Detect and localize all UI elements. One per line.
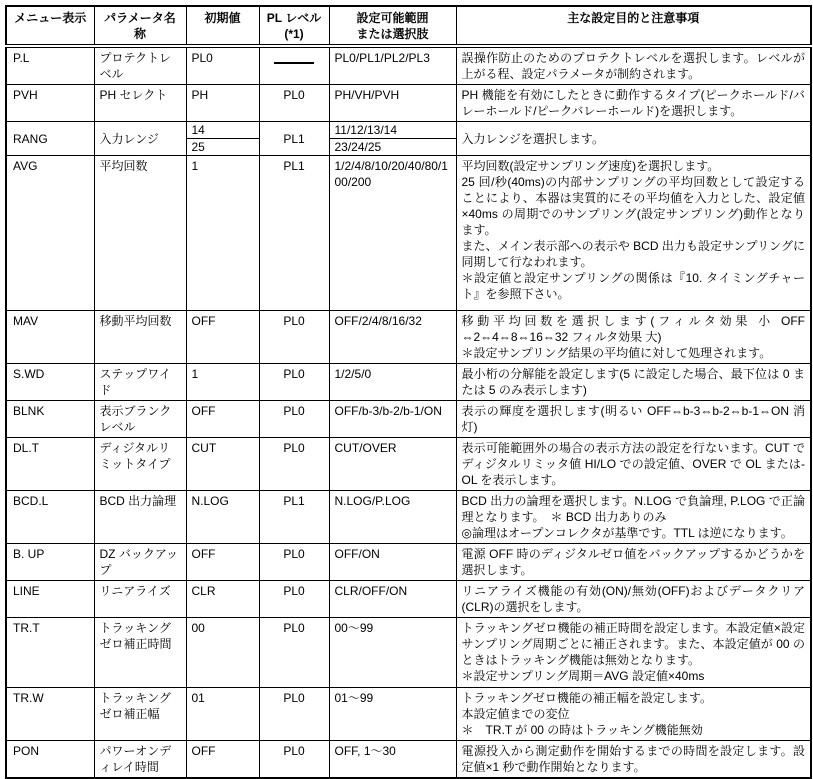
column-header-desc-line: 主な設定目的と注意事項 [567,11,700,25]
description-paragraph: 最小桁の分解能を設定します(5 に設定した場合、最下位は 0 または 5 のみ表示します) [461,367,805,397]
column-header-param-line: パラメータ名称 [104,11,176,41]
description-paragraph: ＊設定値と設定サンプリングの関係は『10. タイミングチャート』を参照下さい。 [461,271,805,301]
description-paragraph: ◎論理はオープンコレクタが基準です。TTL は逆になります。 [461,526,793,540]
cell-initial-value: OFF [186,544,259,581]
cell-menu-display: RANG [6,122,94,156]
blank-level-line [274,62,314,64]
cell-setting-range: PL0/PL1/PL2/PL3 [329,46,456,85]
cell-description [456,156,811,311]
parameter-table [5,5,812,779]
description-paragraph: 移動平均回数を選択します(フィルタ効果 小 OFF ⇔2⇔4⇔8⇔16⇔32 フィルタ効果 大) [461,314,805,344]
split-sub-cell: 25 [191,140,205,154]
cell-setting-range: OFF, 1～30 [329,741,456,779]
description-paragraph: 誤操作防止のためのプロテクトレベルを選択します。レベルが上がる程、設定パラメータが制約されます。 [461,51,805,81]
cell-initial-value: PL0 [186,46,259,85]
cell-initial-value: CUT [186,438,259,491]
cell-parameter-name: トラッキングゼロ補正幅 [94,688,186,741]
cell-pl-level: PL0 [259,741,329,779]
cell-setting-range: 00～99 [329,618,456,688]
cell-parameter-name: ステップワイド [94,364,186,401]
cell-initial-value: CLR [186,581,259,618]
table-header [6,6,811,46]
description-paragraph: 表示可能範囲外の場合の表示方法の設定を行ないます。CUT でディジタルリミッタ値 HI/LO での設定値、OVER で OL または-OL を表示します。 [461,441,805,487]
cell-parameter-name: PH セレクト [94,85,186,122]
cell-parameter-name: 移動平均回数 [94,311,186,364]
cell-pl-level: PL0 [259,311,329,364]
cell-menu-display: BCD.L [6,491,94,544]
cell-pl-level: PL0 [259,438,329,491]
cell-parameter-name: リニアライズ [94,581,186,618]
cell-initial-value [186,122,259,156]
column-header-pl-line: PL レベル [266,11,322,25]
description-paragraph: 平均回数(設定サンプリング速度)を選択します。 [461,159,720,173]
cell-menu-display: MAV [6,311,94,364]
cell-pl-level: PL0 [259,618,329,688]
cell-setting-range: 1/2/4/8/10/20/40/80/100/200 [329,156,456,311]
table-row [6,618,811,688]
table-body [6,46,811,778]
table-row [6,401,811,438]
cell-description [456,688,811,741]
description-paragraph: トラッキングゼロ機能の補正幅を設定します。 [461,691,712,705]
description-paragraph: 電源投入から測定動作を開始するまでの時間を設定します。設定値×1 秒で動作開始となります。 [461,744,805,774]
cell-initial-value: 1 [186,156,259,311]
table-row [6,85,811,122]
cell-menu-display: B. UP [6,544,94,581]
table-header-row [6,6,811,46]
cell-parameter-name: 表示ブランクレベル [94,401,186,438]
cell-description [456,311,811,364]
table-row [6,741,811,779]
table-row [6,156,811,311]
cell-setting-range: OFF/2/4/8/16/32 [329,311,456,364]
cell-setting-range: OFF/ON [329,544,456,581]
cell-initial-value: OFF [186,311,259,364]
cell-pl-level [259,46,329,85]
cell-menu-display: AVG [6,156,94,311]
cell-description [456,46,811,85]
table-row [6,688,811,741]
description-paragraph: また、メイン表示部への表示や BCD 出力も設定サンプリングに同期して行なわれます。 [461,239,805,269]
cell-setting-range: PH/VH/PVH [329,85,456,122]
cell-description [456,364,811,401]
split-sub-cell: 11/12/13/14 [330,122,456,139]
cell-description [456,85,811,122]
table-row [6,544,811,581]
cell-description [456,401,811,438]
cell-setting-range: N.LOG/P.LOG [329,491,456,544]
column-header-pl [259,6,329,46]
description-paragraph: 25 回/秒(40ms)の内部サンプリングの平均回数として設定することにより、本器は実質的にその平均値を入力とした、設定値×40ms の周期でのサンプリング(設定サンプリング)動作となります。 [461,175,805,237]
table-row [6,46,811,85]
cell-pl-level: PL0 [259,85,329,122]
description-paragraph: PH 機能を有効にしたときに動作するタイプ(ピークホールド/バレーホールド/ピークバレーホールド)を選択します。 [461,88,805,118]
split-sub-cell: 23/24/25 [334,140,382,154]
cell-menu-display: PVH [6,85,94,122]
cell-initial-value: N.LOG [186,491,259,544]
description-paragraph: ＊設定サンプリング周期＝AVG 設定値×40ms [461,669,705,683]
split-sub-cell: 14 [187,122,259,139]
column-header-range-line: 設定可能範囲 [356,11,429,25]
cell-setting-range: OFF/b-3/b-2/b-1/ON [329,401,456,438]
cell-description [456,491,811,544]
cell-pl-level: PL0 [259,688,329,741]
column-header-desc [456,6,811,46]
cell-setting-range: CLR/OFF/ON [329,581,456,618]
cell-pl-level: PL1 [259,491,329,544]
cell-description [456,581,811,618]
cell-pl-level: PL1 [259,156,329,311]
column-header-menu [6,6,94,46]
description-paragraph: 表示の輝度を選択します(明るい OFF⇔b-3⇔b-2⇔b-1⇔ON 消灯) [461,404,805,434]
cell-menu-display: TR.W [6,688,94,741]
cell-pl-level: PL0 [259,581,329,618]
cell-setting-range [329,122,456,156]
description-paragraph: 入力レンジを選択します。 [461,131,604,146]
cell-menu-display: S.WD [6,364,94,401]
cell-description [456,122,811,156]
cell-parameter-name: パワーオンディレイ時間 [94,741,186,779]
description-paragraph: ＊ TR.T が 00 の時はトラッキング機能無効 [461,723,703,737]
description-paragraph: トラッキングゼロ機能の補正時間を設定します。本設定値×設定サンプリング周期ごとに補正されます。また、本設定値が 00 のときはトラッキング機能は無効となります。 [461,621,805,667]
cell-parameter-name: プロテクトレベル [94,46,186,85]
description-paragraph: 電源 OFF 時のディジタルゼロ値をバックアップするかどうかを選択します。 [461,547,805,577]
cell-parameter-name: ディジタルリミットタイプ [94,438,186,491]
column-header-range-line: または選択肢 [356,27,429,41]
cell-menu-display: BLNK [6,401,94,438]
cell-parameter-name: トラッキングゼロ補正時間 [94,618,186,688]
column-header-initial [186,6,259,46]
column-header-range [329,6,456,46]
table-row [6,491,811,544]
cell-menu-display: P.L [6,46,94,85]
table-row [6,438,811,491]
cell-parameter-name: 入力レンジ [94,122,186,156]
cell-initial-value: 01 [186,688,259,741]
cell-pl-level: PL0 [259,364,329,401]
cell-parameter-name: DZ バックアップ [94,544,186,581]
description-paragraph: ＊設定サンプリング結果の平均値に対して処理されます。 [461,346,772,360]
description-paragraph: 本設定値までの変位 [461,707,570,721]
cell-description [456,618,811,688]
cell-menu-display: LINE [6,581,94,618]
cell-description [456,438,811,491]
description-paragraph: BCD 出力の論理を選択します。N.LOG で負論理, P.LOG で正論理となります。 ＊ BCD 出力ありのみ [461,494,805,524]
cell-parameter-name: BCD 出力論理 [94,491,186,544]
cell-description [456,544,811,581]
cell-menu-display: PON [6,741,94,779]
column-header-menu-line: メニュー表示 [14,11,87,25]
description-paragraph: リニアライズ機能の有効(ON)/無効(OFF)およびデータクリア(CLR)の選択をします。 [461,584,805,614]
cell-setting-range: 01～99 [329,688,456,741]
table-row [6,364,811,401]
cell-initial-value: OFF [186,401,259,438]
cell-pl-level: PL0 [259,544,329,581]
cell-menu-display: DL.T [6,438,94,491]
column-header-param [94,6,186,46]
cell-menu-display: TR.T [6,618,94,688]
cell-pl-level: PL0 [259,401,329,438]
cell-initial-value: 00 [186,618,259,688]
table-row [6,581,811,618]
cell-initial-value: 1 [186,364,259,401]
table-row [6,311,811,364]
table-row [6,122,811,156]
cell-setting-range: 1/2/5/0 [329,364,456,401]
cell-setting-range: CUT/OVER [329,438,456,491]
column-header-pl-line: (*1) [284,27,304,41]
cell-initial-value: OFF [186,741,259,779]
cell-description [456,741,811,779]
cell-parameter-name: 平均回数 [94,156,186,311]
column-header-initial-line: 初期値 [204,11,241,25]
cell-initial-value: PH [186,85,259,122]
cell-pl-level: PL1 [259,122,329,156]
